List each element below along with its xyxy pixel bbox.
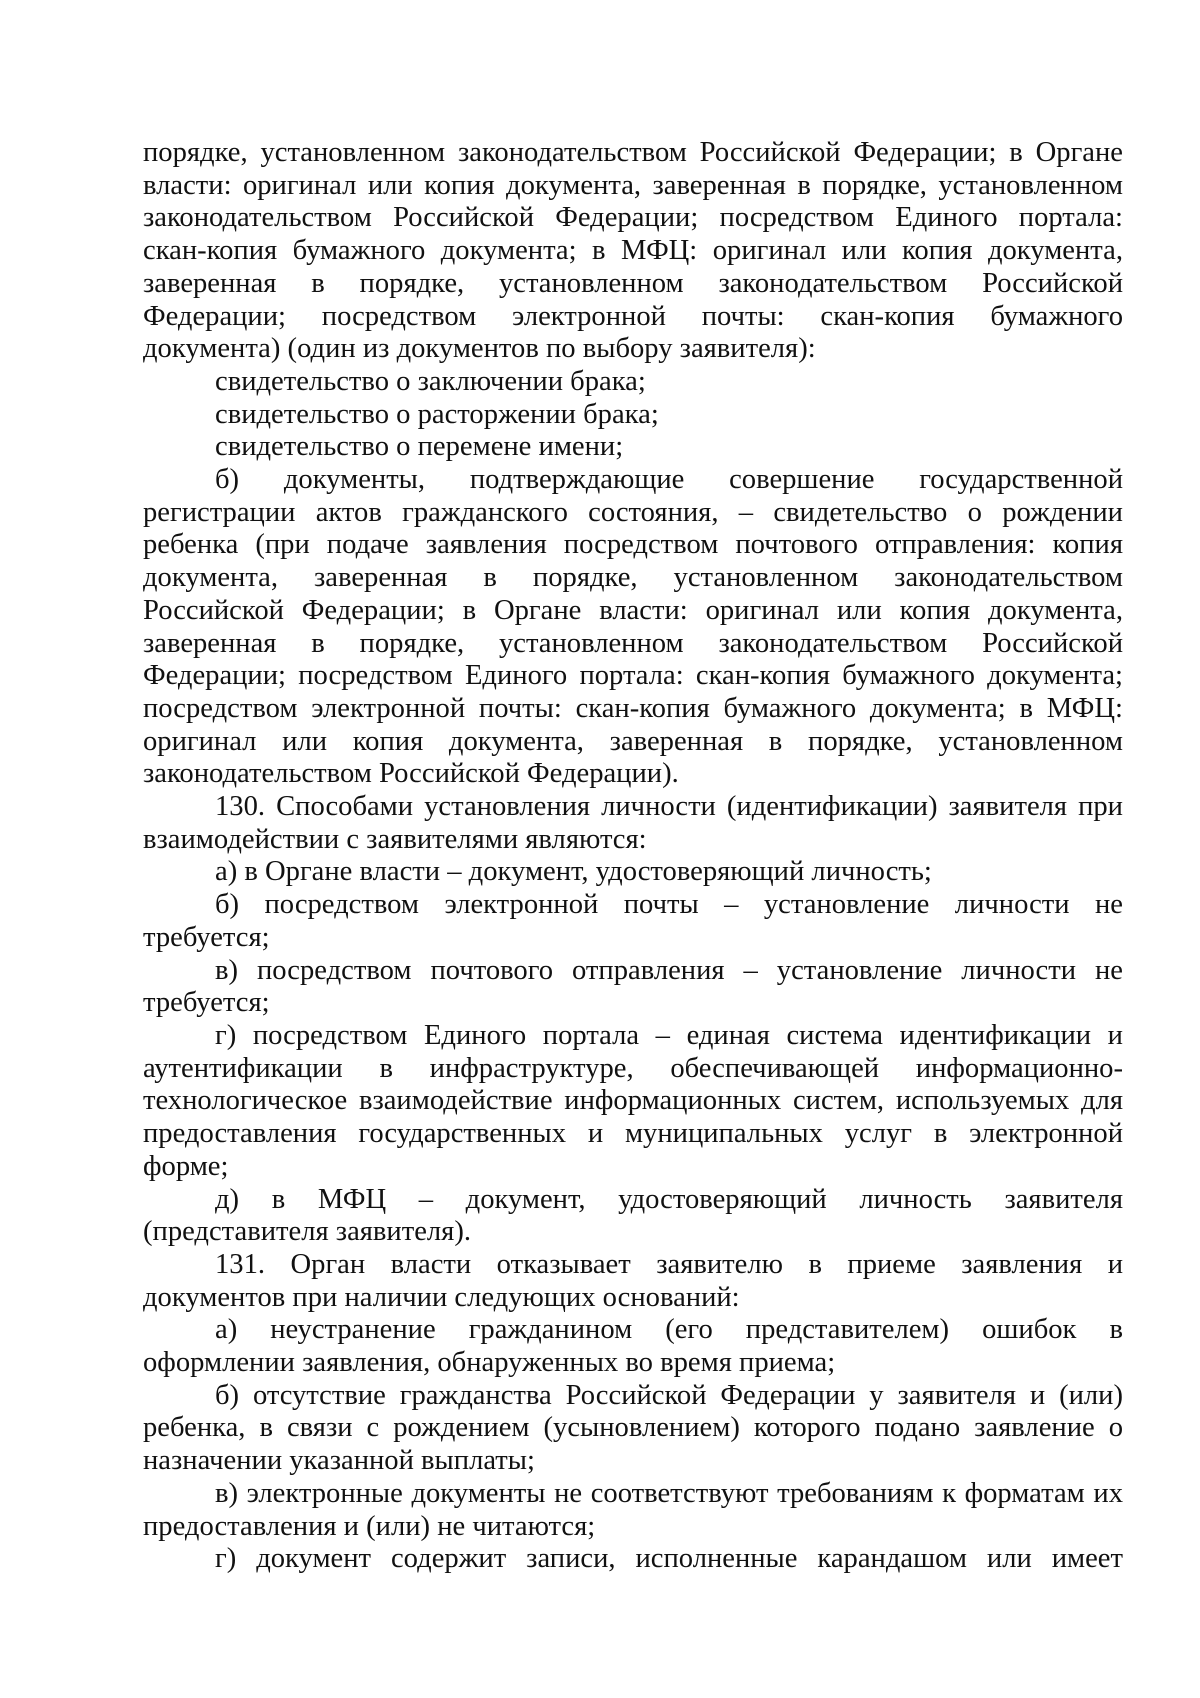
paragraph-130-heading: 130. Способами установления личности (идентификации) заявителя при взаимодействии с заявителями являются: [143,791,1123,855]
list-item-divorce-certificate: свидетельство о расторжении брака; [215,398,659,430]
paragraph-130-d: д) в МФЦ – документ, удостоверяющий личность заявителя (представителя заявителя). [143,1183,1123,1248]
paragraph-130-v: в) посредством почтового отправления – установление личности не требуется; [143,954,1123,1019]
paragraph-131-a: а) неустранение гражданином (его представителем) ошибок в оформлении заявления, обнаруженных во время приема; [143,1314,1123,1379]
paragraph-131-v: в) электронные документы не соответствуют требованиям к форматам их предоставления и (или) не читаются; [143,1477,1123,1542]
paragraph-130-g: г) посредством Единого портала – единая система идентификации и аутентификации в инфраструктуре, обеспечивающей информационно-технологическое взаимодействие информационных систем, используемых для предоставления государственных и муниципальных услуг в электронной форме; [143,1019,1123,1182]
paragraph-131-heading: 131. Орган власти отказывает заявителю в приеме заявления и документов при наличии следующих оснований: [143,1248,1123,1313]
paragraph-131-g: г) документ содержит записи, исполненные карандашом или имеет [215,1543,1123,1575]
list-item-name-change-certificate: свидетельство о перемене имени; [215,431,624,463]
list-item-marriage-certificate: свидетельство о заключении брака; [215,365,646,397]
paragraph-continuation: порядке, установленном законодательством Российской Федерации; в Органе власти: оригинал или копия документа, заверенная в порядке, установленном законодательством Российской Федерации; посредством Единого портала: скан-копия бумажного документа; в МФЦ: оригинал или копия документа, заверенная в порядке, установленном законодательством Российской Федерации; посредством электронной почты: скан-копия бумажного документа) (один из документов по выбору заявителя): [143,137,1123,365]
paragraph-131-b: б) отсутствие гражданства Российской Федерации у заявителя и (или) ребенка, в связи с рождением (усыновлением) которого подано заявление о назначении указанной выплаты; [143,1379,1123,1477]
paragraph-130-a: а) в Органе власти – документ, удостоверяющий личность; [215,856,932,888]
document-page [143,137,1123,1576]
paragraph-130-b: б) посредством электронной почты – установление личности не требуется; [143,889,1123,953]
paragraph-b-civil-status-acts: б) документы, подтверждающие совершение государственной регистрации актов гражданского состояния, – свидетельство о рождении ребенка (при подаче заявления посредством почтового отправления: копия документа, заверенная в порядке, установленном законодательством Российской Федерации; в Органе власти: оригинал или копия документа, заверенная в порядке, установленном законодательством Российской Федерации; посредством Единого портала: скан-копия бумажного документа; посредством электронной почты: скан-копия бумажного документа; в МФЦ: оригинал или копия документа, заверенная в порядке, установленном законодательством Российской Федерации). [143,464,1123,790]
